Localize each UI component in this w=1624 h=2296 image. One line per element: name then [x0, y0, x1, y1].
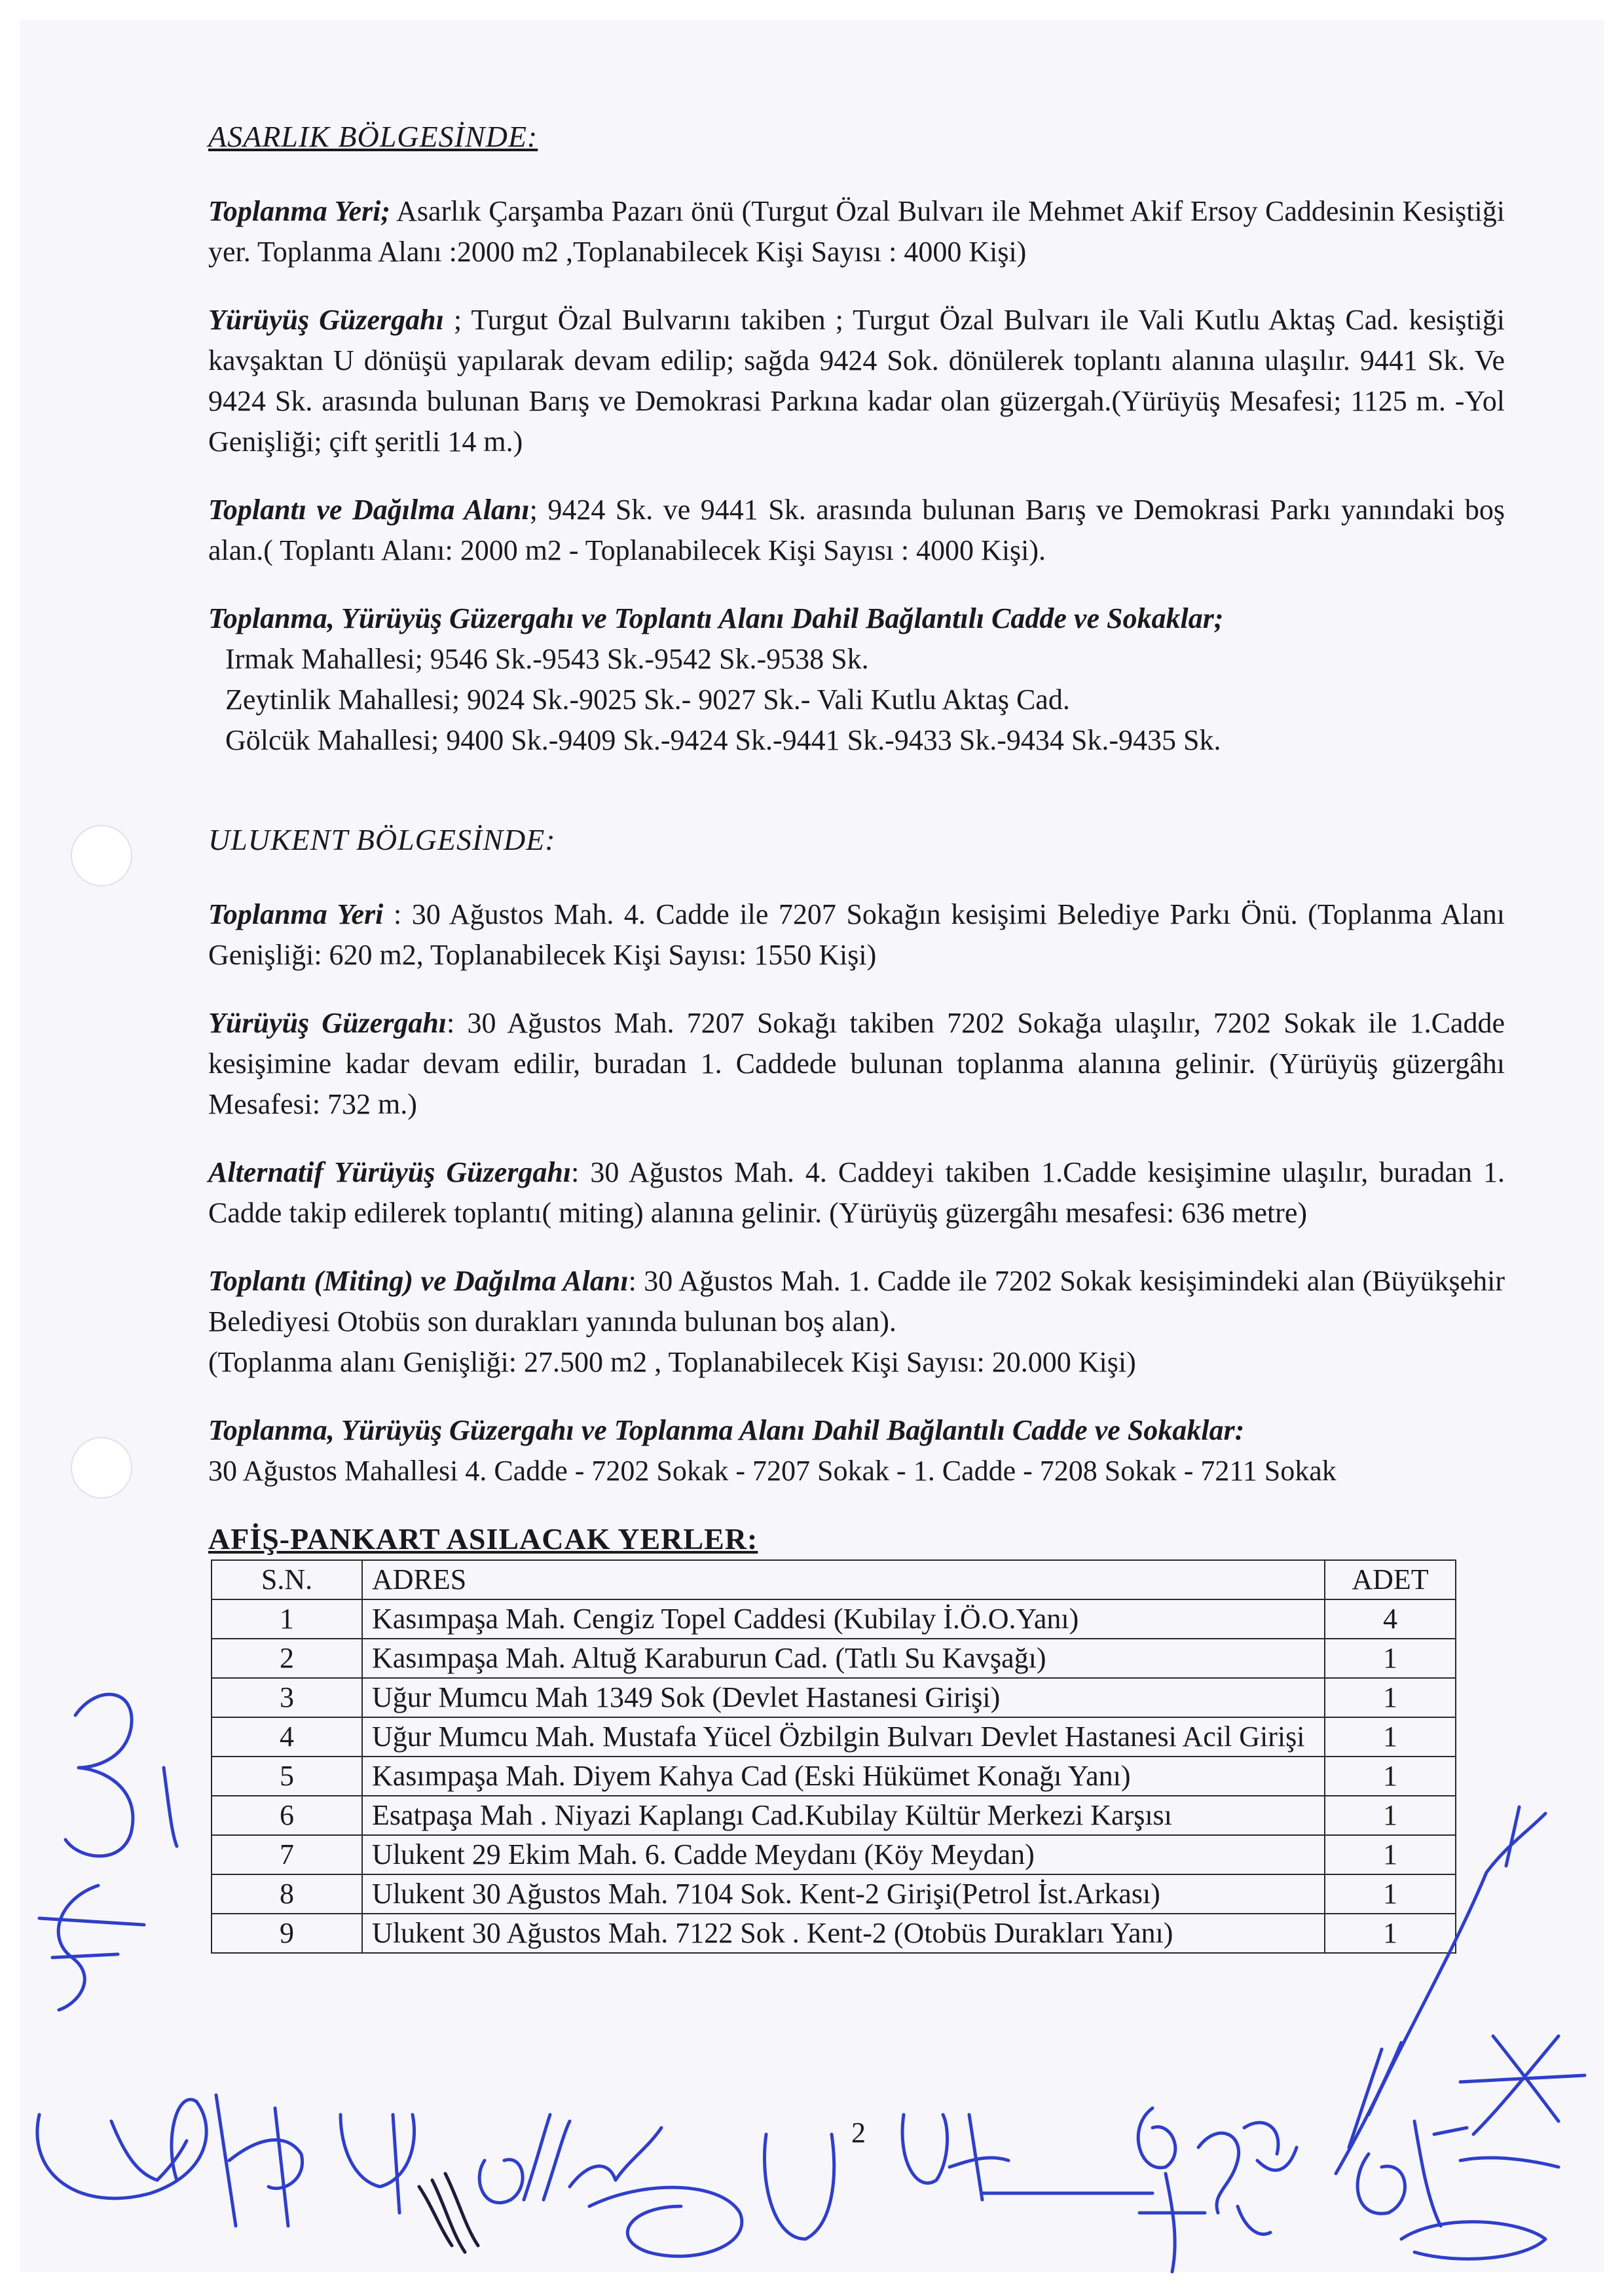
cell-sn: 9	[212, 1914, 362, 1953]
cell-sn: 4	[212, 1717, 362, 1757]
cell-adet: 1	[1325, 1874, 1456, 1914]
paragraph-miting-alani	[208, 1261, 1505, 1383]
document-body	[208, 117, 1505, 1954]
paragraph-text: ; 9424 Sk. ve 9441 Sk. arasında bulunan Barış ve Demokrasi Parkı yanındaki boş alan.( Toplantı Alanı: 2000 m2 - Toplanabilecek Kişi Sayısı : 4000 Kişi).	[208, 494, 1505, 566]
punch-hole	[71, 825, 132, 886]
page-number: 2	[851, 2117, 866, 2149]
cell-adres: Ulukent 30 Ağustos Mah. 7104 Sok. Kent-2 Girişi(Petrol İst.Arkası)	[362, 1874, 1325, 1914]
table-row	[212, 1914, 1456, 1953]
table-row	[212, 1796, 1456, 1835]
cell-sn: 2	[212, 1639, 362, 1678]
paragraph-text: Asarlık Çarşamba Pazarı önü (Turgut Özal Bulvarı ile Mehmet Akif Ersoy Caddesinin Kesiştiği yer. Toplanma Alanı :2000 m2 ,Toplanabilecek Kişi Sayısı : 4000 Kişi)	[208, 195, 1505, 268]
punch-hole	[71, 1437, 132, 1499]
paragraph-yuruyus-guzergahi	[208, 300, 1505, 462]
list-item: Irmak Mahallesi; 9546 Sk.-9543 Sk.-9542 Sk.-9538 Sk.	[225, 643, 869, 675]
table-row	[212, 1874, 1456, 1914]
label: Toplanma, Yürüyüş Güzergahı ve Toplanma Alanı Dahil Bağlantılı Cadde ve Sokaklar:	[208, 1414, 1245, 1446]
cell-adres: Kasımpaşa Mah. Cengiz Topel Caddesi (Kubilay İ.Ö.O.Yanı)	[362, 1599, 1325, 1639]
label: Yürüyüş Güzergahı	[208, 1007, 447, 1039]
cell-adet: 1	[1325, 1757, 1456, 1796]
label: Toplanma, Yürüyüş Güzergahı ve Toplantı Alanı Dahil Bağlantılı Cadde ve Sokaklar;	[208, 602, 1224, 634]
cell-adet: 1	[1325, 1717, 1456, 1757]
cell-sn: 1	[212, 1599, 362, 1639]
table-row	[212, 1639, 1456, 1678]
cell-sn: 6	[212, 1796, 362, 1835]
cell-sn: 3	[212, 1678, 362, 1717]
table-row	[212, 1678, 1456, 1717]
cell-adet: 1	[1325, 1796, 1456, 1835]
paragraph-text: : 30 Ağustos Mah. 4. Cadde ile 7207 Sokağın kesişimi Belediye Parkı Önü. (Toplanma Alanı Genişliği: 620 m2, Toplanabilecek Kişi Sayısı: 1550 Kişi)	[208, 898, 1505, 971]
table-row	[212, 1835, 1456, 1874]
list-item: Gölcük Mahallesi; 9400 Sk.-9409 Sk.-9424 Sk.-9441 Sk.-9433 Sk.-9434 Sk.-9435 Sk.	[225, 724, 1221, 756]
table-row	[212, 1599, 1456, 1639]
table-row	[212, 1757, 1456, 1796]
afis-section-title: AFİŞ-PANKART ASILACAK YERLER:	[208, 1522, 758, 1556]
table-header-row	[212, 1560, 1456, 1599]
paragraph-text: 30 Ağustos Mahallesi 4. Cadde - 7202 Sokak - 7207 Sokak - 1. Cadde - 7208 Sokak - 7211 Sokak	[208, 1455, 1337, 1487]
spacer	[208, 761, 1505, 820]
column-header-adet: ADET	[1325, 1560, 1456, 1599]
paragraph-toplanma-yeri	[208, 191, 1505, 272]
cell-sn: 5	[212, 1757, 362, 1796]
section-title-ulukent: ULUKENT BÖLGESİNDE:	[208, 823, 556, 856]
cell-adet: 1	[1325, 1914, 1456, 1953]
column-header-adres: ADRES	[362, 1560, 1325, 1599]
cell-sn: 7	[212, 1835, 362, 1874]
paragraph-baglantili-sokaklar	[208, 1410, 1505, 1491]
paragraph-text: : 30 Ağustos Mah. 1. Cadde ile 7202 Sokak kesişimindeki alan (Büyükşehir Belediyesi Otobüs son durakları yanında bulunan boş alan).	[208, 1265, 1505, 1338]
table-row	[212, 1717, 1456, 1757]
cell-sn: 8	[212, 1874, 362, 1914]
street-list	[225, 639, 1505, 761]
paragraph-text: ; Turgut Özal Bulvarını takiben ; Turgut Özal Bulvarı ile Vali Kutlu Aktaş Cad. kesiştiği kavşaktan U dönüşü yapılarak devam edilip; sağda 9424 Sok. dönülerek toplantı alanına ulaşılır. 9441 Sk. Ve 9424 Sk. arasında bulunan Barış ve Demokrasi Parkına kadar olan güzergah.(Yürüyüş Mesafesi; 1125 m. -Yol Genişliği; çift şeritli 14 m.)	[208, 304, 1505, 458]
cell-adres: Kasımpaşa Mah. Diyem Kahya Cad (Eski Hükümet Konağı Yanı)	[362, 1757, 1325, 1796]
label: Alternatif Yürüyüş Güzergahı	[208, 1156, 572, 1188]
paragraph-yuruyus-guzergahi	[208, 1003, 1505, 1125]
paragraph-baglantili-sokaklar	[208, 598, 1505, 761]
paragraph-alternatif-guzergah	[208, 1152, 1505, 1233]
cell-adet: 4	[1325, 1599, 1456, 1639]
cell-adet: 1	[1325, 1678, 1456, 1717]
cell-adres: Uğur Mumcu Mah 1349 Sok (Devlet Hastanesi Girişi)	[362, 1678, 1325, 1717]
label: Toplanma Yeri;	[208, 195, 391, 227]
cell-adres: Esatpaşa Mah . Niyazi Kaplangı Cad.Kubilay Kültür Merkezi Karşısı	[362, 1796, 1325, 1835]
column-header-sn: S.N.	[212, 1560, 362, 1599]
label: Yürüyüş Güzergahı	[208, 304, 444, 336]
cell-adres: Uğur Mumcu Mah. Mustafa Yücel Özbilgin Bulvarı Devlet Hastanesi Acil Girişi	[362, 1717, 1325, 1757]
afis-table	[211, 1559, 1456, 1954]
paragraph-toplanti-alani	[208, 490, 1505, 571]
cell-adet: 1	[1325, 1639, 1456, 1678]
label: Toplanma Yeri	[208, 898, 384, 930]
cell-adet: 1	[1325, 1835, 1456, 1874]
paragraph-text: : 30 Ağustos Mah. 7207 Sokağı takiben 7202 Sokağa ulaşılır, 7202 Sokak ile 1.Cadde kesişimine kadar devam edilir, buradan 1. Caddede bulunan toplanma alanına gelinir. (Yürüyüş güzergâhı Mesafesi: 732 m.)	[208, 1007, 1505, 1120]
section-title-asarlik: ASARLIK BÖLGESİNDE:	[208, 120, 538, 153]
paragraph-text: (Toplanma alanı Genişliği: 27.500 m2 , Toplanabilecek Kişi Sayısı: 20.000 Kişi)	[208, 1346, 1136, 1378]
label: Toplantı (Miting) ve Dağılma Alanı	[208, 1265, 629, 1297]
paragraph-toplanma-yeri	[208, 894, 1505, 975]
cell-adres: Ulukent 29 Ekim Mah. 6. Cadde Meydanı (Köy Meydan)	[362, 1835, 1325, 1874]
label: Toplantı ve Dağılma Alanı	[208, 494, 530, 526]
paragraph-text: : 30 Ağustos Mah. 4. Caddeyi takiben 1.Cadde kesişimine ulaşılır, buradan 1. Cadde takip edilerek toplantı( miting) alanına gelinir. (Yürüyüş güzergâhı mesafesi: 636 metre)	[208, 1156, 1505, 1229]
cell-adres: Ulukent 30 Ağustos Mah. 7122 Sok . Kent-2 (Otobüs Durakları Yanı)	[362, 1914, 1325, 1953]
cell-adres: Kasımpaşa Mah. Altuğ Karaburun Cad. (Tatlı Su Kavşağı)	[362, 1639, 1325, 1678]
list-item: Zeytinlik Mahallesi; 9024 Sk.-9025 Sk.- 9027 Sk.- Vali Kutlu Aktaş Cad.	[225, 683, 1070, 716]
